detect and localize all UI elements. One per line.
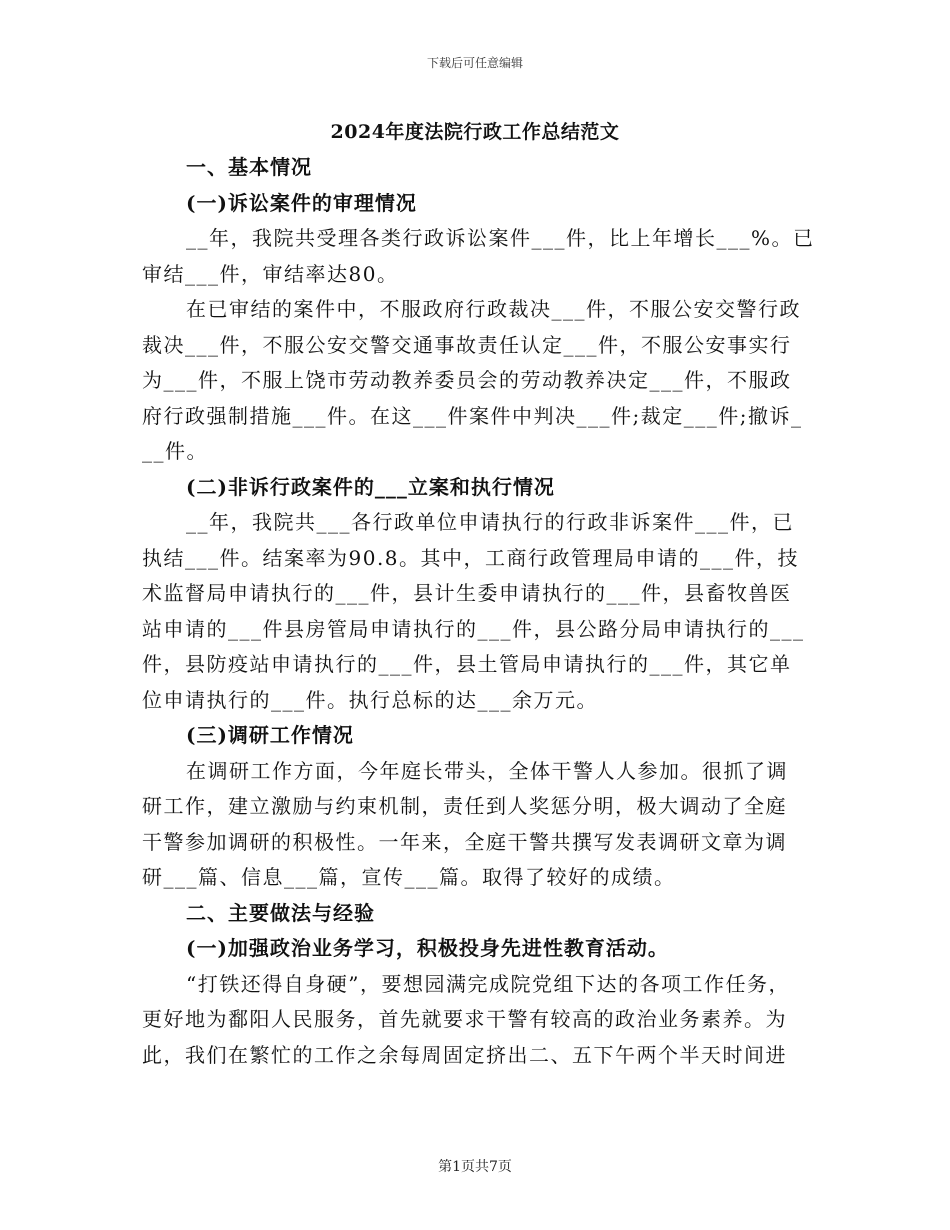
paragraph-line: 审结___件，审结率达80。 <box>142 261 399 286</box>
paragraph-line: 为___件，不服上饶市劳动教养委员会的劳动教养决定___件，不服政 <box>142 368 792 392</box>
paragraph-line: 术监督局申请执行的___件，县计生委申请执行的___件，县畜牧兽医 <box>142 581 792 605</box>
paragraph-line: __年，我院共___各行政单位申请执行的行政非诉案件___件，已 <box>186 510 794 534</box>
page-footer: 第1页共7页 <box>438 1159 512 1175</box>
section-heading: 一、基本情况 <box>186 155 312 179</box>
paragraph-line: __年，我院共受理各类行政诉讼案件___件，比上年增长___%。已 <box>186 226 815 250</box>
paragraph-line: 在已审结的案件中，不服政府行政裁决___件，不服公安交警行政 <box>186 297 801 321</box>
paragraph-line: 此，我们在繁忙的工作之余每周固定挤出二、五下午两个半天时间进 <box>142 1042 787 1067</box>
paragraph-line: 执结___件。结案率为90.8。其中，工商行政管理局申请的___件，技 <box>142 545 800 570</box>
section-heading: 二、主要做法与经验 <box>186 900 375 925</box>
paragraph-line: 府行政强制措施___件。在这___件案件中判决___件;裁定___件;撤诉_ <box>142 403 803 428</box>
paragraph-line: 在调研工作方面，今年庭长带头，全体干警人人参加。很抓了调 <box>186 758 788 783</box>
section-heading: (三)调研工作情况 <box>186 723 354 747</box>
paragraph-line: 件，县防疫站申请执行的___件，县土管局申请执行的___件，其它单 <box>142 652 792 676</box>
paragraph-line: 研工作，建立激励与约束机制，责任到人奖惩分明，极大调动了全庭 <box>142 794 787 818</box>
paragraph-line: 更好地为鄱阳人民服务，首先就要求干警有较高的政治业务素养。为 <box>142 1007 787 1031</box>
paragraph-line: __件。 <box>142 439 208 463</box>
document-body <box>142 150 815 1073</box>
section-heading: (一)加强政治业务学习，积极投身先进性教育活动。 <box>186 936 669 960</box>
paragraph-line: “打铁还得自身硬”，要想园满完成院党组下达的各项工作任务， <box>186 971 790 996</box>
header-note: 下载后可任意编辑 <box>426 56 523 70</box>
section-heading: (二)非诉行政案件的___立案和执行情况 <box>186 474 555 499</box>
paragraph-line: 研___篇、信息___篇，宣传___篇。取得了较好的成绩。 <box>142 865 676 889</box>
section-heading: (一)诉讼案件的审理情况 <box>186 190 417 215</box>
paragraph-line: 站申请的___件县房管局申请执行的___件，县公路分局申请执行的___ <box>142 616 805 641</box>
document-title: 2024年度法院行政工作总结范文 <box>330 121 620 143</box>
paragraph-line: 干警参加调研的积极性。一年来，全庭干警共撰写发表调研文章为调 <box>142 829 787 854</box>
paragraph-line: 位申请执行的___件。执行总标的达___余万元。 <box>142 687 598 712</box>
paragraph-line: 裁决___件，不服公安交警交通事故责任认定___件，不服公安事实行 <box>142 332 792 357</box>
